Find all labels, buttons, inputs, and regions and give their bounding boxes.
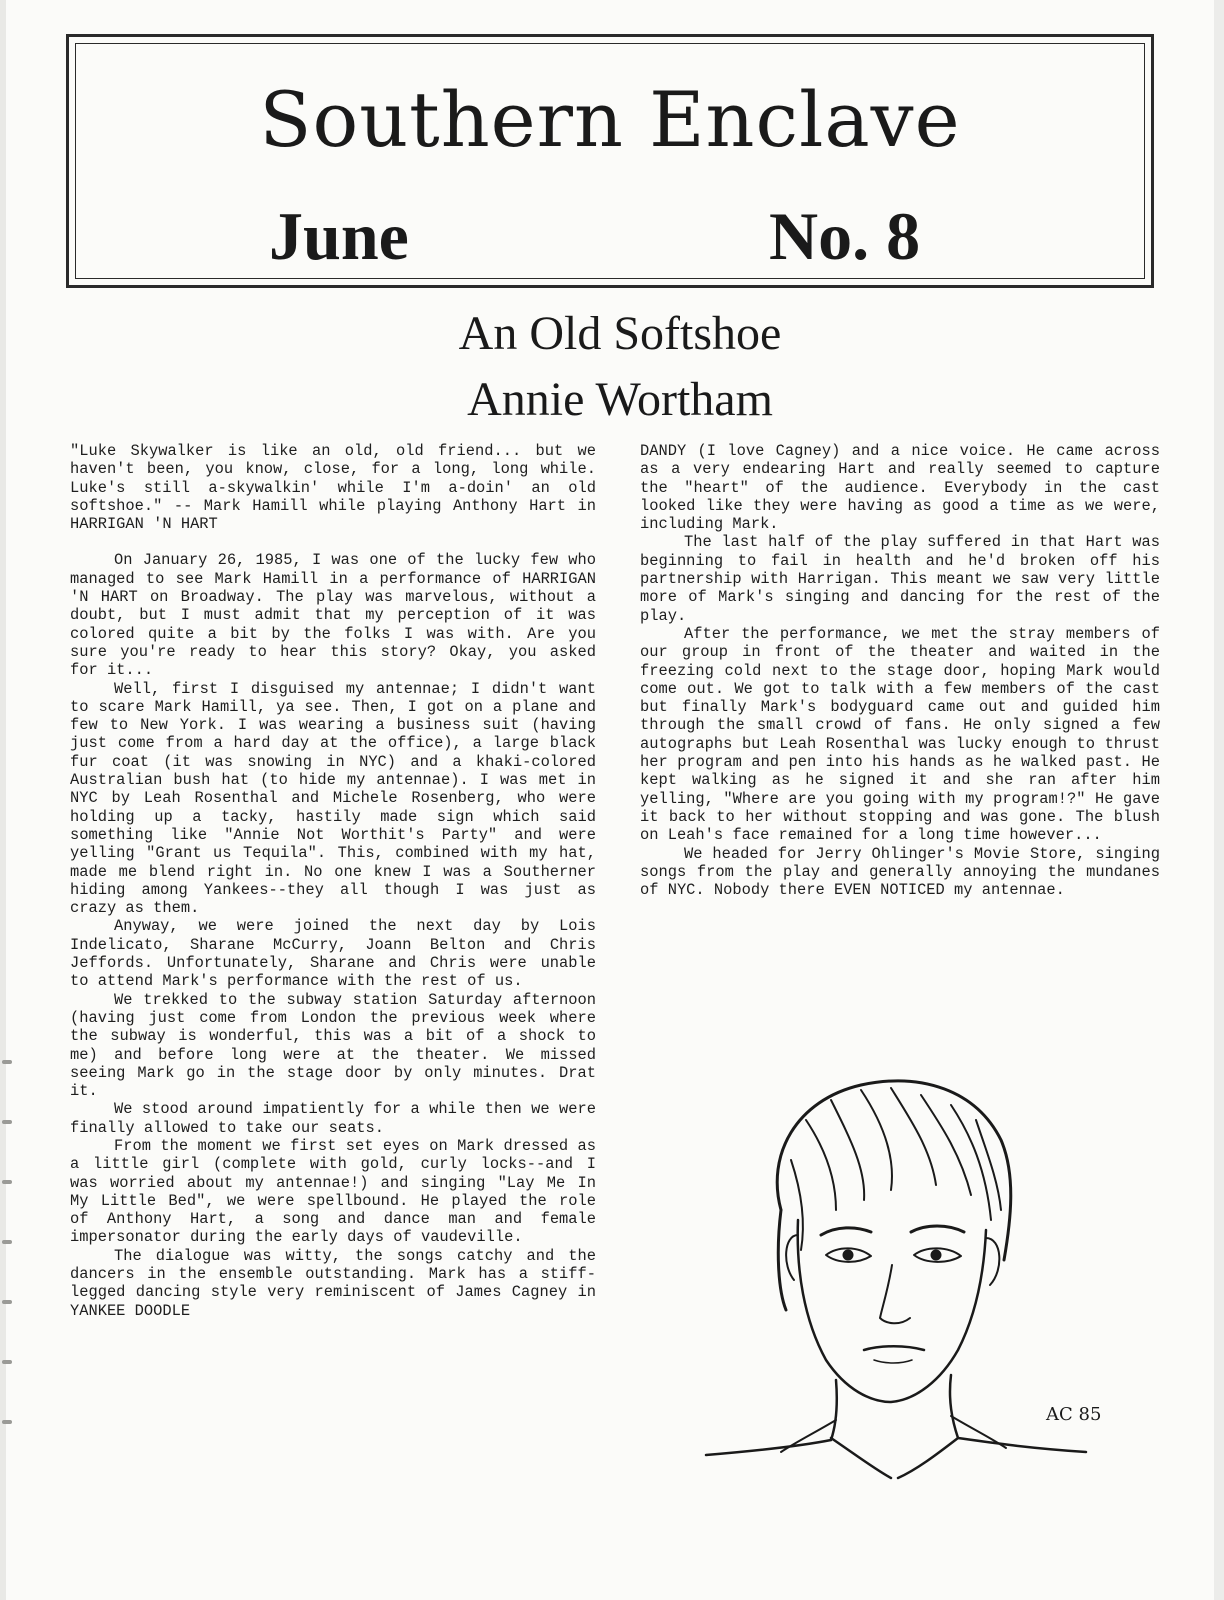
portrait-illustration xyxy=(686,1060,1106,1480)
left-column xyxy=(70,442,596,1320)
paragraph: We trekked to the subway station Saturday afternoon (having just come from London the previous week where the subway is wonderful, this was a bit of a shock to me) and before long were at the theater. We missed seeing Mark go in the stage door by only minutes. Drat it. xyxy=(70,990,596,1101)
paragraph: Well, first I disguised my antennae; I didn't want to scare Mark Hamill, ya see. Then, I got on a plane and few to New York. I was wearing a business suit (having just come from a hard day at the office), a large black fur coat (it was snowing in NYC) and a khaki-colored Australian bush hat (to hide my antennae). I was met in NYC by Leah Rosenthal and Michele Rosenberg, who were holding up a tacky, hastily made sign which said something like "Annie Not Worthit's Party" and were yelling "Grant us Tequila". This, combined with my hat, made me blend right in. No one knew I was a Southerner hiding among Yankees--they all though I was just as crazy as them. xyxy=(70,679,596,918)
binding-holes xyxy=(2,1060,20,1480)
paragraph: We headed for Jerry Ohlinger's Movie Store, singing songs from the play and generally annoying the mundanes of NYC. Nobody there EVEN NOTICED my antennae. xyxy=(640,844,1160,900)
paragraph: From the moment we first set eyes on Mark dressed as a little girl (complete with gold, curly locks--and I was worried about my antennae!) and singing "Lay Me In My Little Bed", we were spellbound. He played the role of Anthony Hart, a song and dance man and female impersonator during the early days of vaudeville. xyxy=(70,1136,596,1247)
paragraph: After the performance, we met the stray members of our group in front of the theater and waited in the freezing cold next to the stage door, hoping Mark would come out. We got to talk with a few members of the cast but finally Mark's bodyguard came out and guided him through the small crowd of fans. He only signed a few autographs but Leah Rosenthal was lucky enough to thrust her program and pen into his hands as he walked past. He kept walking as he signed it and she ran after him yelling, "Where are you going with my program!?" He gave it back to her without stopping and was gone. The blush on Leah's face remained for a long time however... xyxy=(640,624,1160,845)
article-author: Annie Wortham xyxy=(467,373,773,426)
issue-number: No. 8 xyxy=(769,198,921,274)
masthead xyxy=(66,34,1154,288)
paragraph: The dialogue was witty, the songs catchy and the dancers in the ensemble outstanding. Mark has a stiff-legged dancing style very reminiscent of James Cagney in YANKEE DOODLE xyxy=(70,1246,596,1320)
article-title: An Old Softshoe xyxy=(458,307,782,360)
paragraph: DANDY (I love Cagney) and a nice voice. He came across as a very endearing Hart and really seemed to capture the "heart" of the audience. Everybody in the cast looked like they were having as good a time as we were, including Mark. xyxy=(640,442,1160,534)
paragraph: On January 26, 1985, I was one of the lucky few who managed to see Mark Hamill in a performance of HARRIGAN 'N HART on Broadway. The play was marvelous, without a doubt, but I must admit that my perception of it was colored quite a bit by the folks I was with. Are you sure you're ready to hear this story? Okay, you asked for it... xyxy=(70,551,596,680)
epigraph: "Luke Skywalker is like an old, old friend... but we haven't been, you know, close, for a long, long while. Luke's still a-skywalkin' while I'm a-doin' an old softshoe." -- Mark Hamill while playing Anthony Hart in HARRIGAN 'N HART xyxy=(70,442,596,534)
paragraph: We stood around impatiently for a while then we were finally allowed to take our seats. xyxy=(70,1100,596,1137)
paragraph: Anyway, we were joined the next day by Lois Indelicato, Sharane McCurry, Joann Belton and Chris Jeffords. Unfortunately, Sharane and Chris were unable to attend Mark's performance with the rest of us. xyxy=(70,917,596,991)
artist-signature: AC 85 xyxy=(1046,1404,1102,1425)
masthead-title: Southern Enclave xyxy=(259,75,961,164)
issue-month: June xyxy=(269,198,409,274)
right-column xyxy=(640,442,1160,899)
paragraph: The last half of the play suffered in that Hart was beginning to fail in health and he'd broken off his partnership with Harrigan. This meant we saw very little more of Mark's singing and dancing for the rest of the play. xyxy=(640,533,1160,625)
